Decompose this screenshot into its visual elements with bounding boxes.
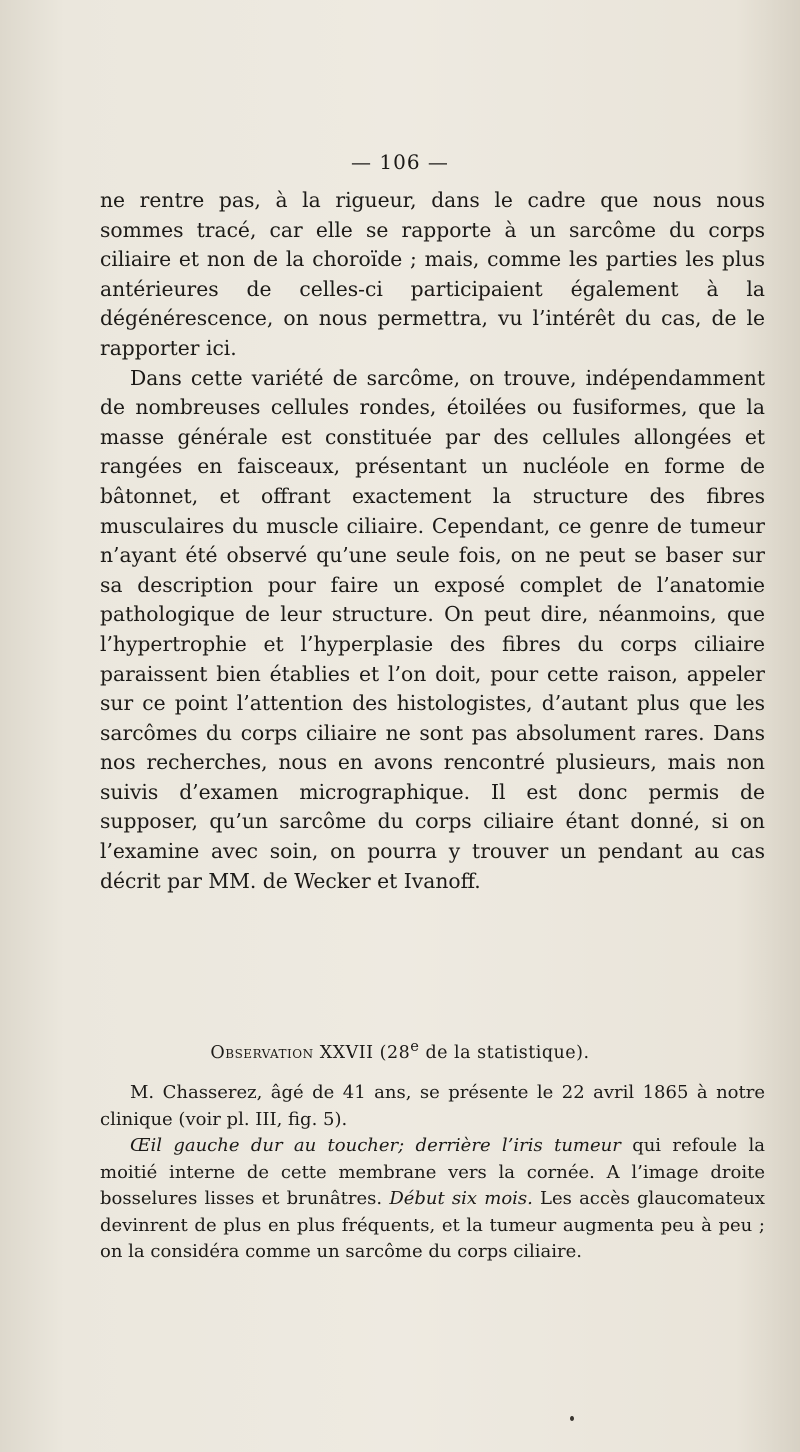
observation-body (100, 1080, 765, 1266)
paragraph-continuation: ne rentre pas, à la rigueur, dans le cadre que nous nous sommes tracé, car elle se rapporte à un sarcôme du corps ciliaire et non de la choroïde ; mais, comme les parties les plus antérieures de celles-ci participaient également à la dégénérescence, on nous permettra, vu l’intérêt du cas, de le rapporter ici. (100, 188, 765, 360)
paragraph-sarcome-variety: Dans cette variété de sarcôme, on trouve, indépendamment de nombreuses cellules rondes, étoilées ou fusiformes, que la masse générale est constituée par des cellules allongées et rangées en faisceaux, présentant un nucléole en forme de bâtonnet, et offrant exactement la structure des fibres musculaires du muscle ciliaire. Cependant, ce genre de tumeur n’ayant été observé qu’une seule fois, on ne peut se baser sur sa description pour faire un exposé complet de l’anatomie pathologique de leur structure. On peut dire, néanmoins, que l’hypertrophie et l’hyperplasie des fibres du corps ciliaire paraissent bien établies et l’on doit, pour cette raison, appeler sur ce point l’attention des histologistes, d’autant plus que les sarcômes du corps ciliaire ne sont pas absolument rares. Dans nos recherches, nous en avons rencontré plusieurs, mais non suivis d’examen micrographique. Il est donc permis de supposer, qu’un sarcôme du corps ciliaire étant donné, si on l’examine avec soin, on pourra y trouver un pendant au cas décrit par MM. de Wecker et Ivanoff. (100, 365, 765, 893)
observation-italic-1: Œil gauche dur au toucher; derrière l’iris tumeur (130, 1135, 621, 1156)
main-text (100, 186, 765, 896)
observation-heading-number: XXVII (28 (313, 1042, 411, 1063)
observation-text-1: qui refoule la moitié interne de cette membrane vers la cornée. A l’image droite bosselures lisses et brunâtres. (100, 1135, 765, 1209)
page-number: — 106 — (351, 150, 449, 174)
observation-heading-label: Observation (210, 1042, 314, 1063)
observation-paragraph-patient: M. Chasserez, âgé de 41 ans, se présente le 22 avril 1865 à notre clinique (voir pl. III, fig. 5). (100, 1082, 765, 1130)
observation-italic-2: Début six mois. (389, 1188, 533, 1209)
observation-heading-sup: e (410, 1038, 420, 1055)
ink-spot (570, 1416, 574, 1421)
observation-paragraph-findings (100, 1133, 765, 1266)
observation-heading (0, 1038, 800, 1063)
observation-heading-rest: de la statistique). (419, 1042, 590, 1063)
observation-text-2: Les accès glaucomateux devinrent de plus en plus fréquents, et la tumeur augmenta peu à peu ; on la considéra comme un sarcôme du corps ciliaire. (100, 1188, 765, 1262)
